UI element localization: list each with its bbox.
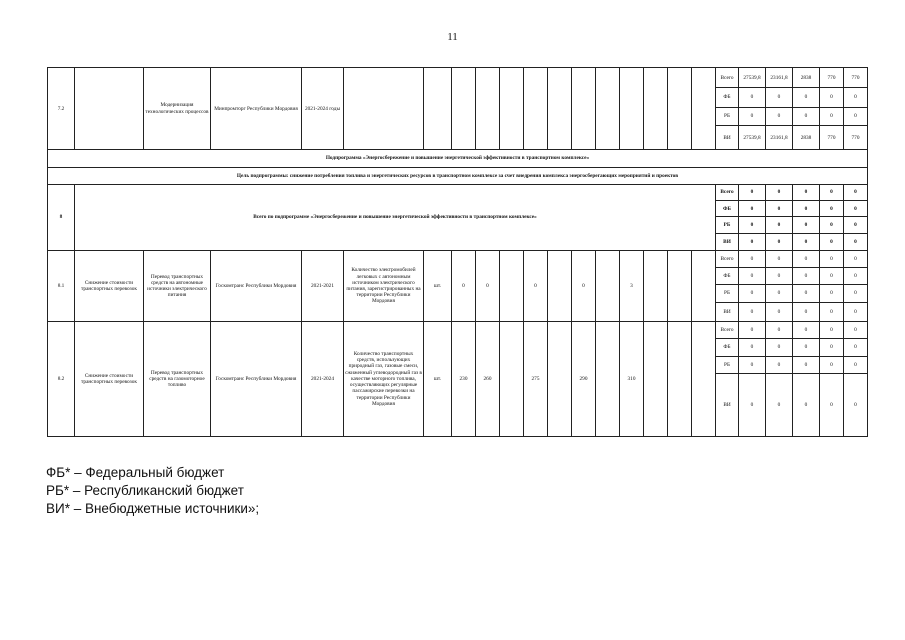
table-body: [48, 68, 868, 437]
funding-source: РБ: [716, 107, 739, 125]
funding-value: 0: [739, 233, 766, 250]
indicator-value: 0: [476, 250, 500, 321]
funding-value: 0: [820, 285, 844, 302]
funding-value: 0: [844, 201, 868, 217]
funding-value: 0: [844, 356, 868, 373]
funding-source: ВИ: [716, 233, 739, 250]
funding-value: 0: [820, 268, 844, 285]
funding-value: 0: [739, 184, 766, 200]
funding-value: 0: [844, 285, 868, 302]
funding-value: 23161,8: [766, 68, 793, 88]
indicator-value: [644, 250, 668, 321]
executor-cell: Минпромторг Республики Мордовия: [211, 68, 302, 150]
indicator-value: [572, 68, 596, 150]
funding-value: 0: [844, 107, 868, 125]
indicator-value: [644, 68, 668, 150]
funding-value: 0: [793, 356, 820, 373]
funding-value: 0: [739, 107, 766, 125]
indicator-value: 290: [572, 321, 596, 436]
funding-value: 0: [766, 356, 793, 373]
task-cell: [75, 68, 144, 150]
indicator-value: [500, 68, 524, 150]
funding-source: ВИ: [716, 302, 739, 321]
legend-item-rb: РБ* – Республиканский бюджет: [46, 483, 244, 498]
funding-value: 27539,8: [739, 68, 766, 88]
funding-value: 0: [793, 373, 820, 436]
indicator-value: [500, 321, 524, 436]
indicator-value: 0: [572, 250, 596, 321]
indicator-value: [524, 68, 548, 150]
funding-value: 0: [739, 321, 766, 338]
funding-value: 0: [844, 321, 868, 338]
indicator-cell: [344, 68, 424, 150]
unit-cell: шт.: [424, 321, 452, 436]
funding-value: 770: [820, 125, 844, 149]
funding-value: 0: [766, 285, 793, 302]
indicator-value: [476, 68, 500, 150]
funding-value: 0: [844, 268, 868, 285]
funding-value: 0: [766, 321, 793, 338]
funding-value: 0: [793, 233, 820, 250]
page-number: 11: [447, 31, 458, 43]
row-number: 8: [48, 184, 75, 250]
funding-value: 0: [820, 356, 844, 373]
table-row: [48, 184, 868, 200]
funding-value: 0: [820, 321, 844, 338]
indicator-value: [620, 68, 644, 150]
funding-value: 0: [766, 217, 793, 233]
table-row: [48, 68, 868, 88]
funding-value: 0: [766, 373, 793, 436]
funding-value: 0: [766, 88, 793, 107]
event-cell: Перевод транспортных средств на автономные источники электрического питания: [144, 250, 211, 321]
funding-value: 0: [739, 339, 766, 356]
funding-value: 0: [844, 339, 868, 356]
indicator-value: [644, 321, 668, 436]
funding-value: 0: [766, 233, 793, 250]
funding-value: 0: [793, 339, 820, 356]
indicator-value: 275: [524, 321, 548, 436]
funding-source: ВИ: [716, 125, 739, 149]
funding-source: ФБ: [716, 201, 739, 217]
funding-value: 0: [739, 302, 766, 321]
funding-source: Всего: [716, 250, 739, 267]
funding-value: 2838: [793, 125, 820, 149]
funding-value: 0: [820, 233, 844, 250]
task-cell: Снижение стоимости транспортных перевозок: [75, 321, 144, 436]
funding-source: ВИ: [716, 373, 739, 436]
funding-value: 0: [739, 250, 766, 267]
row-number: 8.1: [48, 250, 75, 321]
funding-value: 0: [844, 302, 868, 321]
indicator-value: [548, 321, 572, 436]
indicator-value: 260: [476, 321, 500, 436]
program-table: [47, 67, 868, 437]
legend-item-vi: ВИ* – Внебюджетные источники»;: [46, 501, 260, 516]
funding-value: 0: [739, 356, 766, 373]
funding-value: 0: [766, 250, 793, 267]
indicator-value: [596, 321, 620, 436]
funding-value: 0: [844, 184, 868, 200]
funding-value: 0: [844, 250, 868, 267]
funding-value: 0: [793, 321, 820, 338]
funding-value: 770: [844, 125, 868, 149]
funding-value: 0: [844, 233, 868, 250]
funding-source: ФБ: [716, 268, 739, 285]
indicator-value: [668, 68, 692, 150]
funding-value: 0: [820, 184, 844, 200]
funding-source: ФБ: [716, 88, 739, 107]
funding-value: 0: [844, 373, 868, 436]
table-row: [48, 150, 868, 167]
indicator-value: [596, 250, 620, 321]
funding-value: 0: [766, 302, 793, 321]
funding-value: 0: [739, 373, 766, 436]
indicator-value: [692, 250, 716, 321]
funding-value: 0: [844, 88, 868, 107]
legend-item-fb: ФБ* – Федеральный бюджет: [46, 465, 225, 480]
funding-value: 0: [793, 184, 820, 200]
funding-value: 0: [793, 201, 820, 217]
funding-value: 0: [739, 88, 766, 107]
funding-value: 0: [766, 201, 793, 217]
funding-source: РБ: [716, 285, 739, 302]
indicator-value: [692, 321, 716, 436]
funding-value: 0: [820, 302, 844, 321]
indicator-value: 230: [452, 321, 476, 436]
funding-value: 770: [844, 68, 868, 88]
indicator-value: [668, 321, 692, 436]
funding-value: 0: [739, 201, 766, 217]
funding-source: Всего: [716, 321, 739, 338]
indicator-value: [596, 68, 620, 150]
funding-value: 0: [820, 217, 844, 233]
executor-cell: Госкомтранс Республики Мордовия: [211, 321, 302, 436]
task-cell: Снижение стоимости транспортных перевозок: [75, 250, 144, 321]
funding-value: 0: [766, 107, 793, 125]
funding-value: 0: [766, 184, 793, 200]
funding-value: 0: [793, 88, 820, 107]
event-cell: Перевод транспортных средств на газомоторное топливо: [144, 321, 211, 436]
funding-value: 0: [739, 268, 766, 285]
funding-value: 2838: [793, 68, 820, 88]
row-number: 8.2: [48, 321, 75, 436]
funding-value: 770: [820, 68, 844, 88]
funding-value: 0: [793, 250, 820, 267]
funding-value: 0: [793, 107, 820, 125]
indicator-value: [500, 250, 524, 321]
funding-value: 23161,8: [766, 125, 793, 149]
indicator-value: [692, 68, 716, 150]
table-row: [48, 250, 868, 267]
funding-source: Всего: [716, 184, 739, 200]
event-cell: Модернизация технологических процессов: [144, 68, 211, 150]
years-cell: 2021-2021: [302, 250, 344, 321]
indicator-value: [452, 68, 476, 150]
funding-value: 0: [820, 107, 844, 125]
years-cell: 2021-2024: [302, 321, 344, 436]
funding-value: 27539,8: [739, 125, 766, 149]
unit-cell: [424, 68, 452, 150]
unit-cell: шт.: [424, 250, 452, 321]
funding-value: 0: [820, 373, 844, 436]
executor-cell: Госкомтранс Республики Мордовия: [211, 250, 302, 321]
funding-source: Всего: [716, 68, 739, 88]
subprogram-title: Подпрограмма «Энергосбережение и повышение энергетической эффективности в транспортном комплексе»: [48, 150, 868, 167]
indicator-value: [668, 250, 692, 321]
funding-source: РБ: [716, 356, 739, 373]
indicator-value: 3: [620, 250, 644, 321]
funding-value: 0: [793, 217, 820, 233]
indicator-value: [548, 250, 572, 321]
funding-source: РБ: [716, 217, 739, 233]
funding-value: 0: [820, 201, 844, 217]
funding-value: 0: [739, 217, 766, 233]
funding-value: 0: [766, 268, 793, 285]
funding-value: 0: [820, 339, 844, 356]
table-row: [48, 321, 868, 338]
years-cell: 2021-2024 годы: [302, 68, 344, 150]
funding-value: 0: [766, 339, 793, 356]
funding-value: 0: [793, 302, 820, 321]
indicator-value: 0: [524, 250, 548, 321]
indicator-cell: Количество транспортных средств, использующих природный газ, газовые смеси, сжиженный углеводородный газ в качестве моторного топлива, осуществляющих регулярные пассажирские перевозки на территории Республики Мордовия: [344, 321, 424, 436]
table-row: [48, 167, 868, 184]
indicator-cell: Количество электромобилей легковых с автономным источником электрического питания, зарегистрированных на территории Республики Мордовия: [344, 250, 424, 321]
funding-value: 0: [820, 88, 844, 107]
funding-value: 0: [793, 285, 820, 302]
subprogram-goal: Цель подпрограммы: снижение потребления топлива и энергетических ресурсов в транспортном комплексе за счет внедрения комплекса энергосберегающих мероприятий и проектов: [48, 167, 868, 184]
legend: [46, 464, 259, 518]
funding-value: 0: [820, 250, 844, 267]
indicator-value: [548, 68, 572, 150]
row-number: 7.2: [48, 68, 75, 150]
indicator-value: 0: [452, 250, 476, 321]
subprogram-total-title: Всего по подпрограмме «Энергосбережение и повышение энергетической эффективности в транспортном комплексе»: [75, 184, 716, 250]
funding-value: 0: [793, 268, 820, 285]
indicator-value: 310: [620, 321, 644, 436]
funding-source: ФБ: [716, 339, 739, 356]
funding-value: 0: [844, 217, 868, 233]
funding-value: 0: [739, 285, 766, 302]
